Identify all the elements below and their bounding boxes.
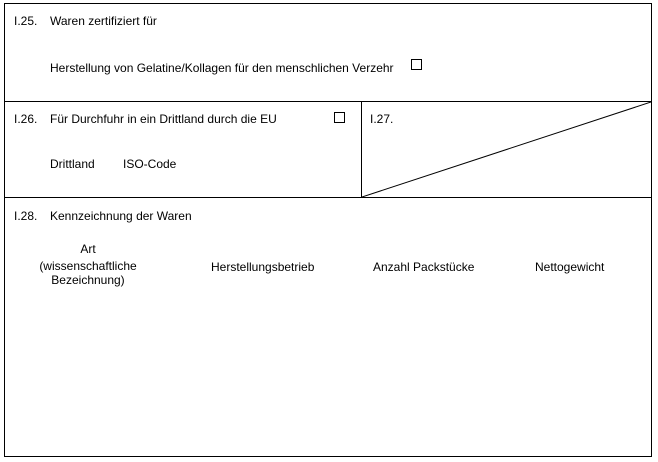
column-plant: Herstellungsbetrieb xyxy=(211,260,315,274)
column-art xyxy=(27,242,149,287)
section-i26-title: Für Durchfuhr in ein Drittland durch die EU xyxy=(50,112,277,126)
certificate-form xyxy=(4,3,652,457)
section-i28-title: Kennzeichnung der Waren xyxy=(50,209,192,223)
section-i25-title: Waren zertifiziert für xyxy=(50,14,157,28)
gelatine-option-checkbox[interactable] xyxy=(411,59,422,70)
section-i27 xyxy=(362,102,651,197)
transit-checkbox[interactable] xyxy=(334,112,345,123)
column-art-line1: Art xyxy=(80,242,96,256)
strikethrough-diagonal xyxy=(362,102,651,197)
column-art-line3: Bezeichnung) xyxy=(51,273,125,287)
section-i28-number: I.28. xyxy=(14,209,38,223)
section-i25 xyxy=(5,4,651,102)
section-i26 xyxy=(5,102,362,197)
section-i26-number: I.26. xyxy=(14,112,38,126)
section-i27-number: I.27. xyxy=(370,112,394,126)
column-art-line2: (wissenschaftliche xyxy=(39,259,137,273)
section-i26-i27-row xyxy=(5,102,651,198)
section-i25-number: I.25. xyxy=(14,14,38,28)
iso-code-label: ISO-Code xyxy=(123,157,177,171)
third-country-label: Drittland xyxy=(50,157,95,171)
section-i28 xyxy=(5,198,651,456)
gelatine-option-label: Herstellung von Gelatine/Kollagen für den menschlichen Verzehr xyxy=(50,61,394,75)
column-net-weight: Nettogewicht xyxy=(535,260,605,274)
column-packages: Anzahl Packstücke xyxy=(373,260,475,274)
